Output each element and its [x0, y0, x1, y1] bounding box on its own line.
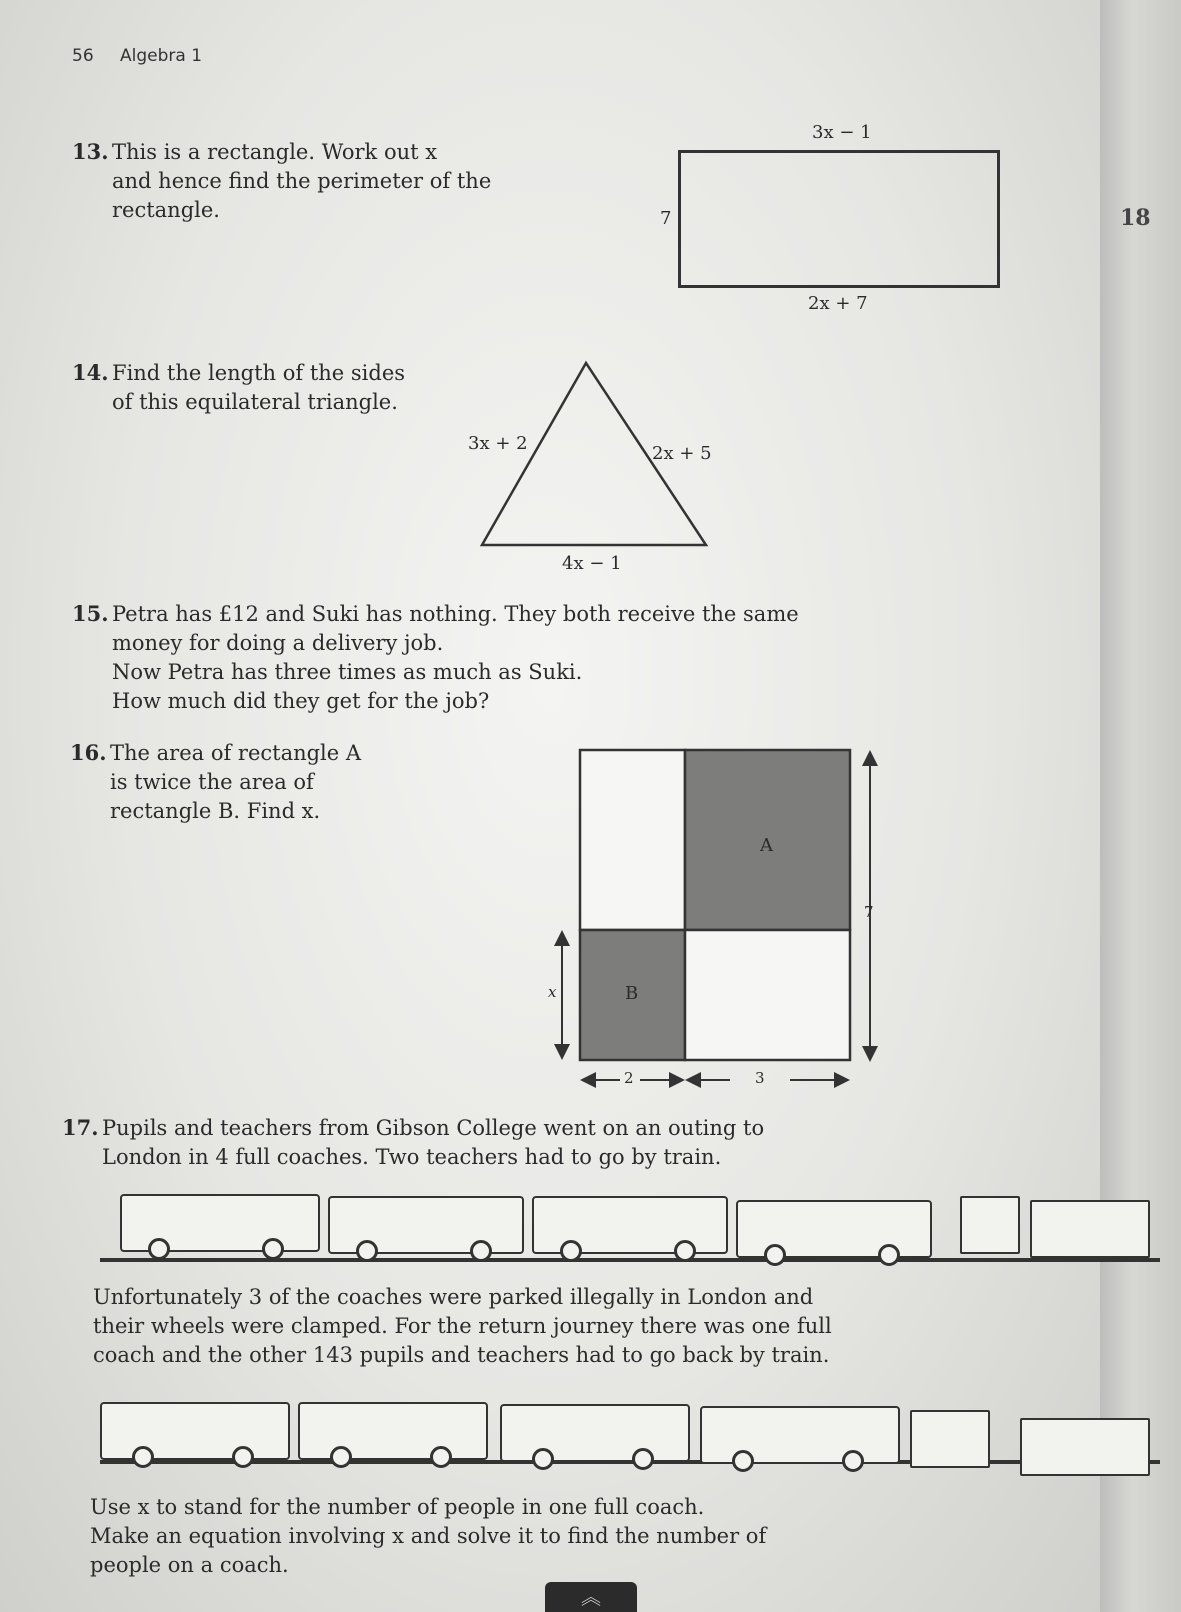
question-number: 13.	[72, 139, 109, 164]
clamped-coach-1	[100, 1402, 290, 1460]
area-rectangles-diagram	[540, 740, 890, 1090]
wheel	[632, 1448, 654, 1470]
wheel	[470, 1240, 492, 1262]
question-text: Now Petra has three times as much as Suki.	[112, 660, 583, 684]
question-text: Use x to stand for the number of people in one full coach.	[90, 1495, 705, 1519]
question-text: London in 4 full coaches. Two teachers had to go by train.	[102, 1145, 722, 1169]
train-carriage	[1020, 1418, 1150, 1476]
question-text: their wheels were clamped. For the return journey there was one full	[93, 1314, 832, 1338]
next-page-edge	[1100, 0, 1181, 1612]
question-text: money for doing a delivery job.	[112, 631, 444, 655]
question-text: Pupils and teachers from Gibson College went on an outing to	[102, 1116, 765, 1140]
question-text: Unfortunately 3 of the coaches were parked illegally in London and	[93, 1285, 814, 1309]
train-carriage	[1030, 1200, 1150, 1258]
wheel	[262, 1238, 284, 1260]
wheel	[232, 1446, 254, 1468]
question-text: of this equilateral triangle.	[112, 390, 398, 414]
question-text: Make an equation involving x and solve it to find the number of	[90, 1524, 767, 1548]
question-text: is twice the area of	[110, 770, 314, 794]
wheel	[560, 1240, 582, 1262]
triangle-right-label: 2x + 5	[652, 443, 712, 464]
label-x: x	[548, 983, 557, 1001]
rect-left-label: 7	[660, 208, 672, 229]
train-front	[960, 1196, 1020, 1254]
question-text: This is a rectangle. Work out x	[112, 140, 438, 164]
clamped-coach-3	[500, 1404, 690, 1462]
page-number: 56	[72, 46, 94, 66]
question-number: 15.	[72, 601, 109, 626]
wheel	[330, 1446, 352, 1468]
label-b: B	[625, 983, 639, 1004]
coaches-return-illustration	[100, 1398, 1160, 1488]
question-17	[62, 1113, 764, 1172]
blank-top-left-region	[580, 750, 685, 930]
rectangle-diagram	[678, 150, 1000, 288]
label-seven: 7	[864, 903, 874, 921]
clamped-coach-2	[298, 1402, 488, 1460]
road-line	[100, 1258, 1160, 1262]
question-number: 17.	[62, 1115, 99, 1140]
question-number: 14.	[72, 360, 109, 385]
rect-top-label: 3x − 1	[812, 122, 872, 143]
coach-1	[120, 1194, 320, 1252]
wheel	[148, 1238, 170, 1260]
question-text: and hence find the perimeter of the	[112, 169, 492, 193]
question-17-paragraph-2	[93, 1283, 832, 1370]
coaches-to-london-illustration	[100, 1188, 1160, 1278]
full-coach	[700, 1406, 900, 1464]
question-number: 16.	[70, 740, 107, 765]
side-page-number: 18	[1120, 205, 1151, 231]
question-text: rectangle.	[112, 198, 220, 222]
label-three: 3	[755, 1069, 765, 1087]
label-a: A	[760, 835, 773, 856]
blank-bottom-right-region	[685, 930, 850, 1060]
book-title: Algebra 1	[120, 46, 203, 66]
question-text: Petra has £12 and Suki has nothing. They both receive the same	[112, 602, 799, 626]
wheel	[878, 1244, 900, 1266]
question-text: The area of rectangle A	[110, 741, 362, 765]
double-chevron-up-icon: ︽	[581, 1585, 601, 1609]
wheel	[674, 1240, 696, 1262]
question-text: coach and the other 143 pupils and teachers had to go back by train.	[93, 1343, 830, 1367]
question-text: people on a coach.	[90, 1553, 289, 1577]
question-text: Find the length of the sides	[112, 361, 406, 385]
coach-3	[532, 1196, 728, 1254]
question-text: rectangle B. Find x.	[110, 799, 321, 823]
question-16	[70, 738, 361, 826]
wheel	[732, 1450, 754, 1472]
wheel	[764, 1244, 786, 1266]
train-front	[910, 1410, 990, 1468]
question-15	[72, 599, 799, 716]
wheel	[532, 1448, 554, 1470]
wheel	[430, 1446, 452, 1468]
triangle-left-label: 3x + 2	[468, 433, 528, 454]
scroll-up-button[interactable]	[545, 1582, 637, 1612]
coach-2	[328, 1196, 524, 1254]
wheel	[356, 1240, 378, 1262]
question-17-paragraph-3	[90, 1493, 766, 1580]
wheel	[842, 1450, 864, 1472]
question-text: How much did they get for the job?	[112, 689, 490, 713]
question-14	[72, 358, 405, 417]
rect-bottom-label: 2x + 7	[808, 293, 868, 314]
wheel	[132, 1446, 154, 1468]
coach-4	[736, 1200, 932, 1258]
label-two: 2	[624, 1069, 634, 1087]
question-13	[72, 137, 491, 225]
triangle-bottom-label: 4x − 1	[562, 553, 622, 574]
